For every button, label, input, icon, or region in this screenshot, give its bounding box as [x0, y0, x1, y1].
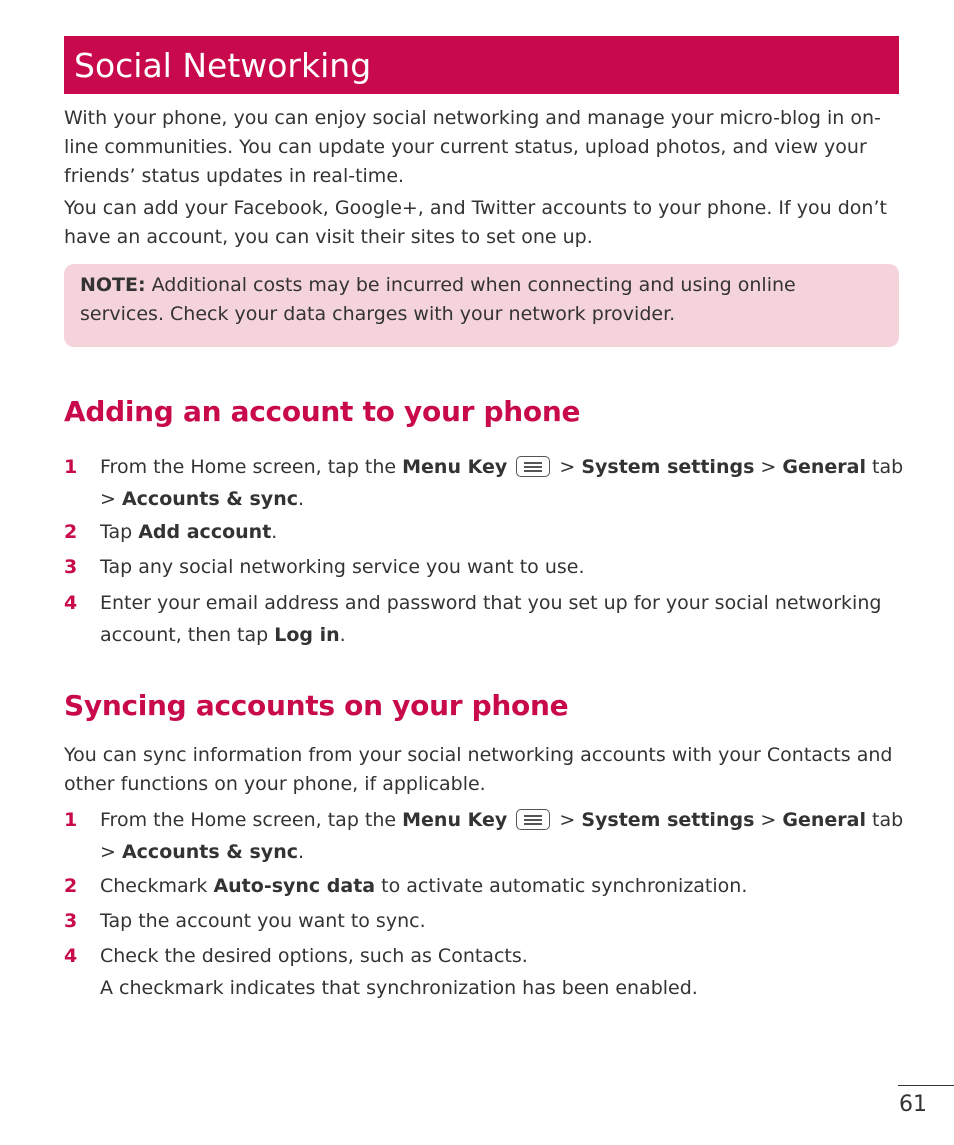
menu-key-label: Menu Key [402, 456, 508, 478]
step-text-part: A checkmark indicates that synchronization has been enabled. [100, 977, 698, 999]
step-number: 3 [64, 556, 78, 578]
step-text [100, 587, 904, 651]
step-text-part: > [754, 456, 783, 478]
step-text [100, 804, 904, 868]
adding-step-4 [64, 587, 904, 651]
step-text-part: > [754, 809, 783, 831]
log-in-label: Log in [274, 624, 340, 646]
adding-step-3 [64, 551, 904, 583]
step-text: Tap the account you want to sync. [100, 910, 426, 932]
syncing-intro: You can sync information from your social networking accounts with your Contacts and other functions on your phone, if applicable. [64, 744, 893, 795]
auto-sync-data-label: Auto-sync data [213, 875, 376, 897]
step-text-part: tab > [100, 809, 904, 863]
title-banner [64, 36, 899, 94]
step-number: 2 [64, 521, 78, 543]
step-text-part: > [553, 809, 582, 831]
intro-paragraph-1: With your phone, you can enjoy social networking and manage your micro-blog in on-line communities. You can update your current status, upload photos, and view your friends’ status updates in real-time. [64, 107, 881, 187]
step-number: 4 [64, 592, 78, 614]
step-text: Tap any social networking service you want to use. [100, 556, 585, 578]
intro-paragraph-2: You can add your Facebook, Google+, and Twitter accounts to your phone. If you don’t have an account, you can visit their sites to set one up. [64, 197, 887, 248]
step-text [100, 451, 904, 515]
step-text-part: Tap [100, 521, 139, 543]
syncing-step-2 [64, 870, 904, 902]
accounts-sync-label: Accounts & sync [121, 841, 298, 863]
step-text-part: . [297, 841, 305, 863]
step-number: 4 [64, 945, 78, 967]
step-text [100, 870, 904, 902]
adding-step-2 [64, 516, 904, 548]
menu-key-label: Menu Key [402, 809, 508, 831]
syncing-step-4 [64, 940, 904, 1004]
step-number: 1 [64, 456, 78, 478]
step-text-part: From the Home screen, tap the [100, 809, 403, 831]
step-text [100, 516, 904, 548]
general-label: General [782, 456, 866, 478]
step-number: 3 [64, 910, 78, 932]
note-box [64, 264, 899, 347]
section-heading-adding-account: Adding an account to your phone [64, 395, 581, 428]
step-text-part: > [553, 456, 582, 478]
step-text-part: From the Home screen, tap the [100, 456, 403, 478]
note-label: NOTE: [80, 274, 146, 296]
page-number-rule [898, 1085, 954, 1086]
section-heading-syncing-accounts: Syncing accounts on your phone [64, 689, 569, 722]
step-text-part: to activate automatic synchronization. [375, 875, 748, 897]
step-text-part: Checkmark [100, 875, 214, 897]
step-number: 1 [64, 809, 78, 831]
page-title: Social Networking [74, 45, 372, 85]
page-number: 61 [899, 1092, 927, 1117]
system-settings-label: System settings [581, 456, 755, 478]
note-text: Additional costs may be incurred when connecting and using online services. Check your data charges with your network provider. [80, 274, 796, 325]
menu-key-icon [516, 809, 550, 830]
adding-step-1 [64, 451, 904, 515]
menu-key-icon [516, 456, 550, 477]
step-text [100, 940, 904, 1004]
step-text-part: . [297, 488, 305, 510]
syncing-step-1 [64, 804, 904, 868]
step-text-part: . [339, 624, 346, 646]
step-number: 2 [64, 875, 78, 897]
syncing-step-3 [64, 905, 904, 937]
step-text-part: . [271, 521, 278, 543]
step-text-part: Check the desired options, such as Contacts. [100, 945, 528, 967]
general-label: General [782, 809, 866, 831]
add-account-label: Add account [138, 521, 272, 543]
system-settings-label: System settings [581, 809, 755, 831]
step-text-part: tab > [100, 456, 904, 510]
accounts-sync-label: Accounts & sync [121, 488, 298, 510]
step-text-part: Enter your email address and password that you set up for your social networking account, then tap [100, 592, 882, 646]
